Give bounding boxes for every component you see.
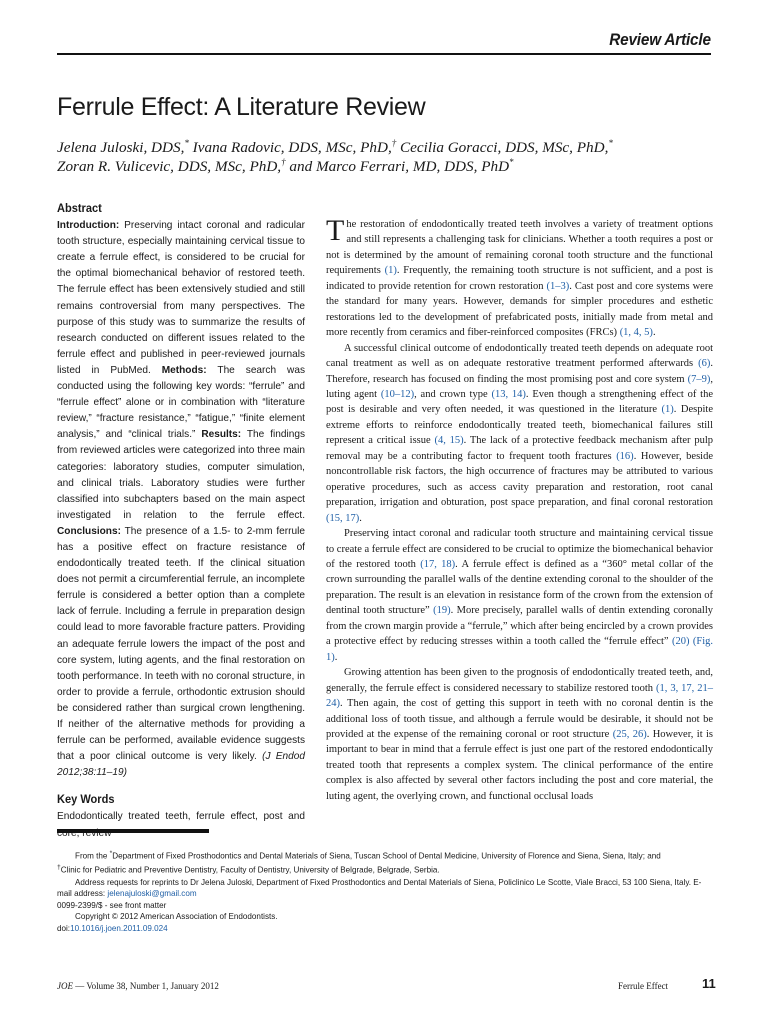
abstract-intro-label: Introduction: bbox=[57, 220, 120, 232]
reference-link[interactable]: (1, 4, 5) bbox=[619, 327, 653, 339]
page-number: 11 bbox=[702, 976, 716, 991]
body-text: . Therefore, research has focused on finding the most promising post and core system bbox=[326, 358, 713, 385]
author-list bbox=[57, 138, 717, 176]
body-text: . Frequently, the remaining tooth structure is not sufficient, and a post is indicated to provide retention for crown restoration bbox=[326, 265, 713, 292]
affiliation-mark: * bbox=[608, 137, 613, 148]
drop-cap: T bbox=[326, 214, 345, 247]
header-rule bbox=[57, 53, 711, 55]
author-name: Cecilia Goracci, DDS, MSc, PhD, bbox=[396, 139, 609, 156]
reference-link[interactable]: (13, 14) bbox=[491, 388, 526, 400]
body-text: . However, beside noncontrollable risk factors, the high occurrence of fractures may be attributed to various operative procedures, such as access cavity preparation and restoration, root canal preparation, irrigation and obturation, post space preparation, and final coronal restoration bbox=[326, 450, 713, 509]
abstract-conclusions-text: The presence of a 1.5- to 2-mm ferrule has a positive effect on fracture resistance of endodontically treated teeth. If the clinical situation does not permit a circumferential ferrule, an incomplete ferrule is considered a better option than a complete lack of ferrule. Including a ferrule in preparation design could lead to more favorable fracture patters. Providing an adequate ferrule lowers the impact of the post and core system, luting agents, and the final restoration on tooth performance. In teeth with no coronal structure, in order to provide a ferrule, orthodontic extrusion should be considered rather than surgical crown lengthening. If neither of the alternative methods for providing a ferrule can be performed, available evidence suggests that a poor clinical outcome is very likely. bbox=[57, 525, 305, 763]
body-text: , and crown type bbox=[414, 388, 492, 400]
reference-link[interactable]: (Fig. 1) bbox=[326, 636, 714, 663]
body-text: . A ferrule effect is defined as a “360° metal collar of the crown surrounding the parallel walls of the dentine extending coronal to the shoulder of the preparation. The result is an elevation in resistance form of the crown from the extension of dentinal tooth structure” bbox=[326, 558, 713, 617]
body-paragraph bbox=[326, 341, 713, 526]
abstract-text bbox=[57, 218, 305, 781]
abstract-citation: (J Endod 2012;38:11–19) bbox=[57, 751, 305, 779]
reference-link[interactable]: (16) bbox=[616, 450, 634, 462]
body-paragraph bbox=[326, 665, 713, 804]
body-text: Growing attention has been given to the prognosis of endodontically treated teeth, and, generally, the ferrule effect is considered necessary to stabilize restored tooth bbox=[326, 667, 713, 694]
author-name: and Marco Ferrari, MD, DDS, PhD bbox=[285, 158, 510, 175]
body-text: . Despite extreme efforts to reinforce endodontically treated teeth, biomechanical failures still represent a critical issue bbox=[326, 404, 714, 447]
issn-line: 0099-2399/$ - see front matter bbox=[57, 900, 167, 910]
article-title: Ferrule Effect: A Literature Review bbox=[57, 93, 426, 121]
footnotes bbox=[57, 848, 713, 935]
body-text: . More precisely, parallel walls of dentin extending coronally from the crown margin provide a “ferrule,” which after being encircled by a crown provides a protective effect by reducing stresses within a tooth called the “ferrule effect” bbox=[326, 605, 713, 648]
body-text: . bbox=[359, 512, 362, 524]
reference-link[interactable]: (1, 3, 17, 21–24) bbox=[326, 682, 713, 710]
body-text: . bbox=[652, 327, 656, 339]
reference-link[interactable]: (1) bbox=[661, 404, 674, 416]
abstract-methods-text: The search was conducted using the following key words: “ferrule” and “ferrule effect” alone or in combination with “literature review,” “fracture resistance,” “fatigue,” “finite element analysis,” and “clinical trials.” bbox=[57, 364, 305, 441]
body-text: . bbox=[334, 651, 338, 663]
abstract-column bbox=[57, 200, 305, 842]
reference-link[interactable]: (15, 17) bbox=[326, 512, 360, 524]
reference-link[interactable]: (7–9) bbox=[687, 373, 711, 385]
body-text: Preserving intact coronal and radicular tooth structure and maintaining cervical tissue to create a ferrule effect are considered to be crucial to optimize the biomechanical behavior of the restored tooth bbox=[326, 528, 713, 570]
affiliation-mark: * bbox=[184, 137, 189, 148]
body-column bbox=[326, 214, 714, 804]
abstract-conclusions-label: Conclusions: bbox=[57, 525, 121, 537]
affiliation-mark: † bbox=[391, 137, 397, 148]
footer-journal-info bbox=[57, 981, 219, 991]
reference-link[interactable]: (19) bbox=[433, 605, 451, 617]
affiliation-note-1: From the *Department of Fixed Prosthodontics and Dental Materials of Siena, Tuscan School of Dental Medicine, University of Florence and Siena, Siena, Italy; and bbox=[75, 850, 661, 861]
body-text: . However, it is important to bear in mind that a ferrule effect is just one part of the restored endodontically treated tooth that represents a complex system. The clinical performance of the entire complex is also affected by several other factors including the post and core material, the luting agent, the overlying crown, and functional occlusal loads bbox=[326, 728, 713, 802]
body-text: , luting agent bbox=[326, 373, 713, 400]
affiliation-mark: * bbox=[509, 156, 514, 167]
abstract-results-label: Results: bbox=[201, 429, 242, 441]
author-line-2 bbox=[57, 157, 717, 176]
body-text: . Even though a strengthening effect of the post is desirable and very often needed, it was questioned in the literature bbox=[326, 388, 713, 416]
author-name: Zoran R. Vulicevic, DDS, MSc, PhD, bbox=[57, 158, 282, 175]
keywords-text: Endodontically treated teeth, ferrule effect, post and core, review bbox=[57, 811, 305, 839]
affiliation-mark: † bbox=[281, 156, 286, 167]
keywords-heading: Key Words bbox=[57, 792, 115, 807]
reprint-address: Address requests for reprints to Dr Jelena Juloski, Department of Fixed Prosthodontics and Dental Materials of Siena, Policlinico Le Scotte, Viale Bracci, 53 100 Siena, Italy. E-mail address: jelenajuloski@gmail.com bbox=[57, 877, 702, 899]
author-name: Ivana Radovic, DDS, MSc, PhD, bbox=[188, 139, 392, 156]
reference-link[interactable]: (4, 15) bbox=[434, 435, 464, 447]
journal-issue: — Volume 38, Number 1, January 2012 bbox=[73, 981, 219, 991]
reference-link[interactable]: (25, 26) bbox=[612, 728, 647, 740]
body-text: . The lack of a protective feedback mechanism after pulp removal may be a contributing factor to frequent tooth fractures bbox=[326, 435, 713, 462]
running-title: Ferrule Effect bbox=[618, 981, 669, 991]
author-line-1 bbox=[57, 138, 717, 157]
body-paragraph bbox=[326, 526, 713, 665]
copyright-line: Copyright © 2012 American Association of Endodontists. bbox=[75, 912, 278, 922]
doi-link[interactable]: 10.1016/j.joen.2011.09.024 bbox=[70, 923, 168, 933]
reference-link[interactable]: (1) bbox=[384, 265, 397, 277]
reference-link[interactable]: (17, 18) bbox=[420, 558, 456, 570]
article-type-label: Review Article bbox=[609, 30, 711, 49]
abstract-results-text: The findings from reviewed articles were categorized into three main categories: laboratory studies, computer simulation, and clinical trials. Laboratory studies were further classified into subchapters based on the main aspect investigated in relation to the ferrule effect. bbox=[57, 429, 305, 521]
body-text: . Then again, the cost of getting this support in teeth with no coronal dentin is the additional loss of tooth tissue, and although a ferrule would be desirable, it should not be provided at the expense of the remaining coronal or root structure bbox=[326, 698, 713, 740]
email-link[interactable]: jelenajuloski@gmail.com bbox=[107, 889, 197, 899]
reference-link[interactable]: (1–3) bbox=[546, 280, 570, 292]
abstract-methods-label: Methods: bbox=[161, 364, 207, 376]
abstract-intro-text: Preserving intact coronal and radicular tooth structure, especially maintaining cervical tissue to create a ferrule effect, is considered to be crucial for the optimal biomechanical behavior of restored teeth. The ferrule effect has been extensively studied and still remains controversial from many perspectives. The purpose of this study was to summarize the results of research conducted on different issues related to the ferrule effect and published in peer-reviewed journals listed in PubMed. bbox=[57, 220, 305, 376]
footnote-rule bbox=[57, 829, 209, 833]
body-paragraph bbox=[326, 214, 713, 341]
affiliation-note-2: †Clinic for Pediatric and Preventive Dentistry, Faculty of Dentistry, University of Belgrade, Belgrade, Serbia. bbox=[57, 864, 440, 875]
body-text: A successful clinical outcome of endodontically treated teeth depends on adequate root canal treatment as well as on adequate restorative treatment performed afterwards bbox=[326, 342, 713, 370]
reference-link[interactable]: (6) bbox=[698, 358, 711, 370]
reference-link[interactable]: (10–12) bbox=[380, 388, 415, 400]
body-text: . Cast post and core systems were the standard for many years. However, demands for simpler procedures and esthetic restorations led to the development of prefabricated posts, initially made from metal and more recently from ceramics and fiber-reinforced composites (FRCs) bbox=[326, 280, 713, 339]
abstract-heading: Abstract bbox=[57, 201, 102, 215]
doi-line: doi:10.1016/j.joen.2011.09.024 bbox=[57, 923, 168, 933]
body-text: he restoration of endodontically treated teeth involves a variety of treatment options and still represents a challenging task for clinicians. Whether a tooth requires a post or not is determined by the amount of remaining coronal tooth structure and the functional requirements bbox=[326, 219, 713, 277]
journal-abbrev: JOE bbox=[57, 981, 73, 991]
reference-link[interactable]: (20) bbox=[671, 636, 690, 648]
author-name: Jelena Juloski, DDS, bbox=[57, 139, 185, 156]
